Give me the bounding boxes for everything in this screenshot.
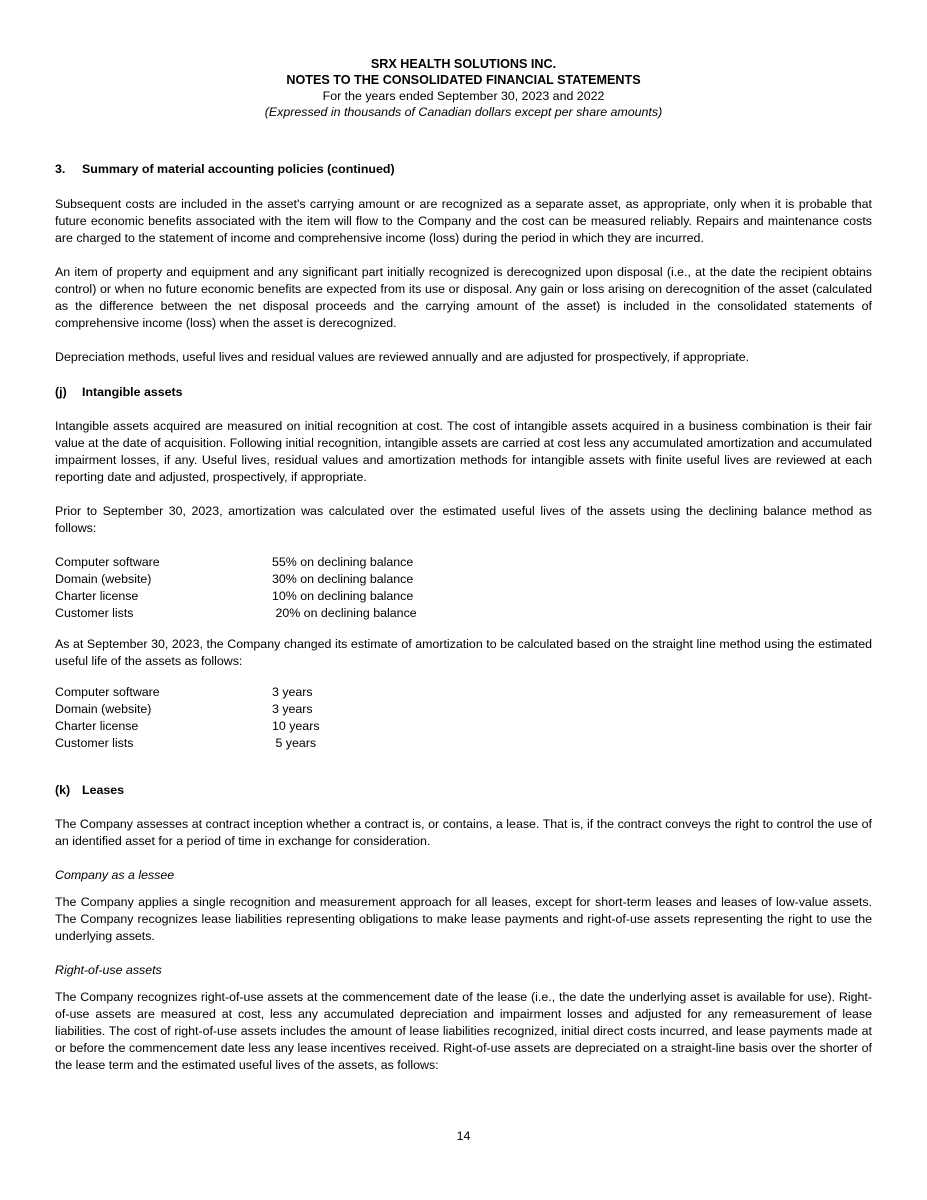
asset-name: Charter license	[55, 589, 139, 603]
subsection-title: Leases	[82, 783, 125, 797]
page-number: 14	[456, 1129, 471, 1143]
useful-life: 5 years	[272, 736, 317, 750]
intangible-assets-heading	[55, 384, 872, 401]
table-row	[55, 718, 872, 735]
useful-life-table	[55, 684, 872, 752]
period-line: For the years ended September 30, 2023 and 2022	[322, 89, 605, 103]
asset-name: Charter license	[55, 719, 139, 733]
amortization-rate: 55% on declining balance	[272, 555, 414, 569]
useful-life: 3 years	[272, 702, 313, 716]
paragraph-right-of-use: The Company recognizes right-of-use assets at the commencement date of the lease (i.e., the date the underlying asset is available for use). Right-of-use assets are measured at cost, less any accumulated depreciation and impairment losses and adjusted for any remeasurement of lease liabilities. The cost of right-of-use assets includes the amount of lease liabilities recognized, initial direct costs incurred, and lease payments made at or before the commencement date less any lease incentives received. Right-of-use assets are depreciated on a straight-line basis over the shorter of the lease term and the estimated useful lives of the assets, as follows:	[55, 990, 872, 1072]
paragraph-straight-line-change: As at September 30, 2023, the Company changed its estimate of amortization to be calculated based on the straight line method using the estimated useful life of the assets as follows:	[55, 637, 872, 668]
section-title: Summary of material accounting policies (continued)	[82, 162, 395, 176]
paragraph-derecognition: An item of property and equipment and any significant part initially recognized is derecognized upon disposal (i.e., at the date the recipient obtains control) or when no future economic benefits are expected from its use or disposal. Any gain or loss arising on derecognition of the asset (calculated as the difference between the net disposal proceeds and the carrying amount of the asset) is included in the consolidated statements of comprehensive income (loss) when the asset is derecognized.	[55, 265, 872, 330]
subsection-label: (j)	[55, 385, 67, 399]
asset-name: Computer software	[55, 685, 160, 699]
table-row	[55, 701, 872, 718]
table-row	[55, 684, 872, 701]
document-header	[55, 56, 872, 120]
table-row	[55, 554, 872, 571]
subheading-lessee: Company as a lessee	[55, 868, 175, 882]
declining-balance-table	[55, 554, 872, 622]
subsection-label: (k)	[55, 783, 71, 797]
subheading-right-of-use: Right-of-use assets	[55, 963, 162, 977]
paragraph-lessee-approach: The Company applies a single recognition and measurement approach for all leases, except for short-term leases and leases of low-value assets. The Company recognizes lease liabilities representing obligations to make lease payments and right-of-use assets representing the right to use the underlying assets.	[55, 895, 872, 943]
amortization-rate: 10% on declining balance	[272, 589, 414, 603]
table-row	[55, 735, 872, 752]
table-row	[55, 588, 872, 605]
amortization-rate: 30% on declining balance	[272, 572, 414, 586]
amortization-rate: 20% on declining balance	[272, 606, 417, 620]
asset-name: Domain (website)	[55, 702, 152, 716]
subsection-title: Intangible assets	[82, 385, 183, 399]
paragraph-subsequent-costs: Subsequent costs are included in the asset's carrying amount or are recognized as a separate asset, as appropriate, only when it is probable that future economic benefits associated with the item will flow to the Company and the cost can be measured reliably. Repairs and maintenance costs are charged to the statement of income and comprehensive income (loss) during the period in which they are incurred.	[55, 197, 872, 245]
asset-name: Customer lists	[55, 736, 134, 750]
paragraph-intangible-measurement: Intangible assets acquired are measured on initial recognition at cost. The cost of intangible assets acquired in a business combination is their fair value at the date of acquisition. Following initial recognition, intangible assets are carried at cost less any accumulated amortization and accumulated impairment losses, if any. Useful lives, residual values and amortization methods for intangible assets with finite useful lives are reviewed at each reporting date and adjusted, prospectively, if appropriate.	[55, 419, 872, 484]
units-line: (Expressed in thousands of Canadian dollars except per share amounts)	[264, 105, 663, 119]
document-page	[55, 56, 872, 1074]
asset-name: Computer software	[55, 555, 160, 569]
paragraph-prior-amortization: Prior to September 30, 2023, amortization was calculated over the estimated useful lives of the assets using the declining balance method as follows:	[55, 504, 872, 535]
useful-life: 3 years	[272, 685, 313, 699]
table-row	[55, 571, 872, 588]
useful-life: 10 years	[272, 719, 320, 733]
section-3-heading	[55, 161, 872, 178]
section-number: 3.	[55, 162, 66, 176]
paragraph-lease-assessment: The Company assesses at contract inception whether a contract is, or contains, a lease. That is, if the contract conveys the right to control the use of an identified asset for a period of time in exchange for consideration.	[55, 817, 872, 848]
company-name: SRX HEALTH SOLUTIONS INC.	[370, 57, 557, 71]
asset-name: Customer lists	[55, 606, 134, 620]
table-row	[55, 605, 872, 622]
leases-heading	[55, 782, 872, 799]
statement-title: NOTES TO THE CONSOLIDATED FINANCIAL STATEMENTS	[286, 73, 641, 87]
paragraph-depreciation-methods: Depreciation methods, useful lives and residual values are reviewed annually and are adjusted for prospectively, if appropriate.	[55, 350, 750, 364]
asset-name: Domain (website)	[55, 572, 152, 586]
